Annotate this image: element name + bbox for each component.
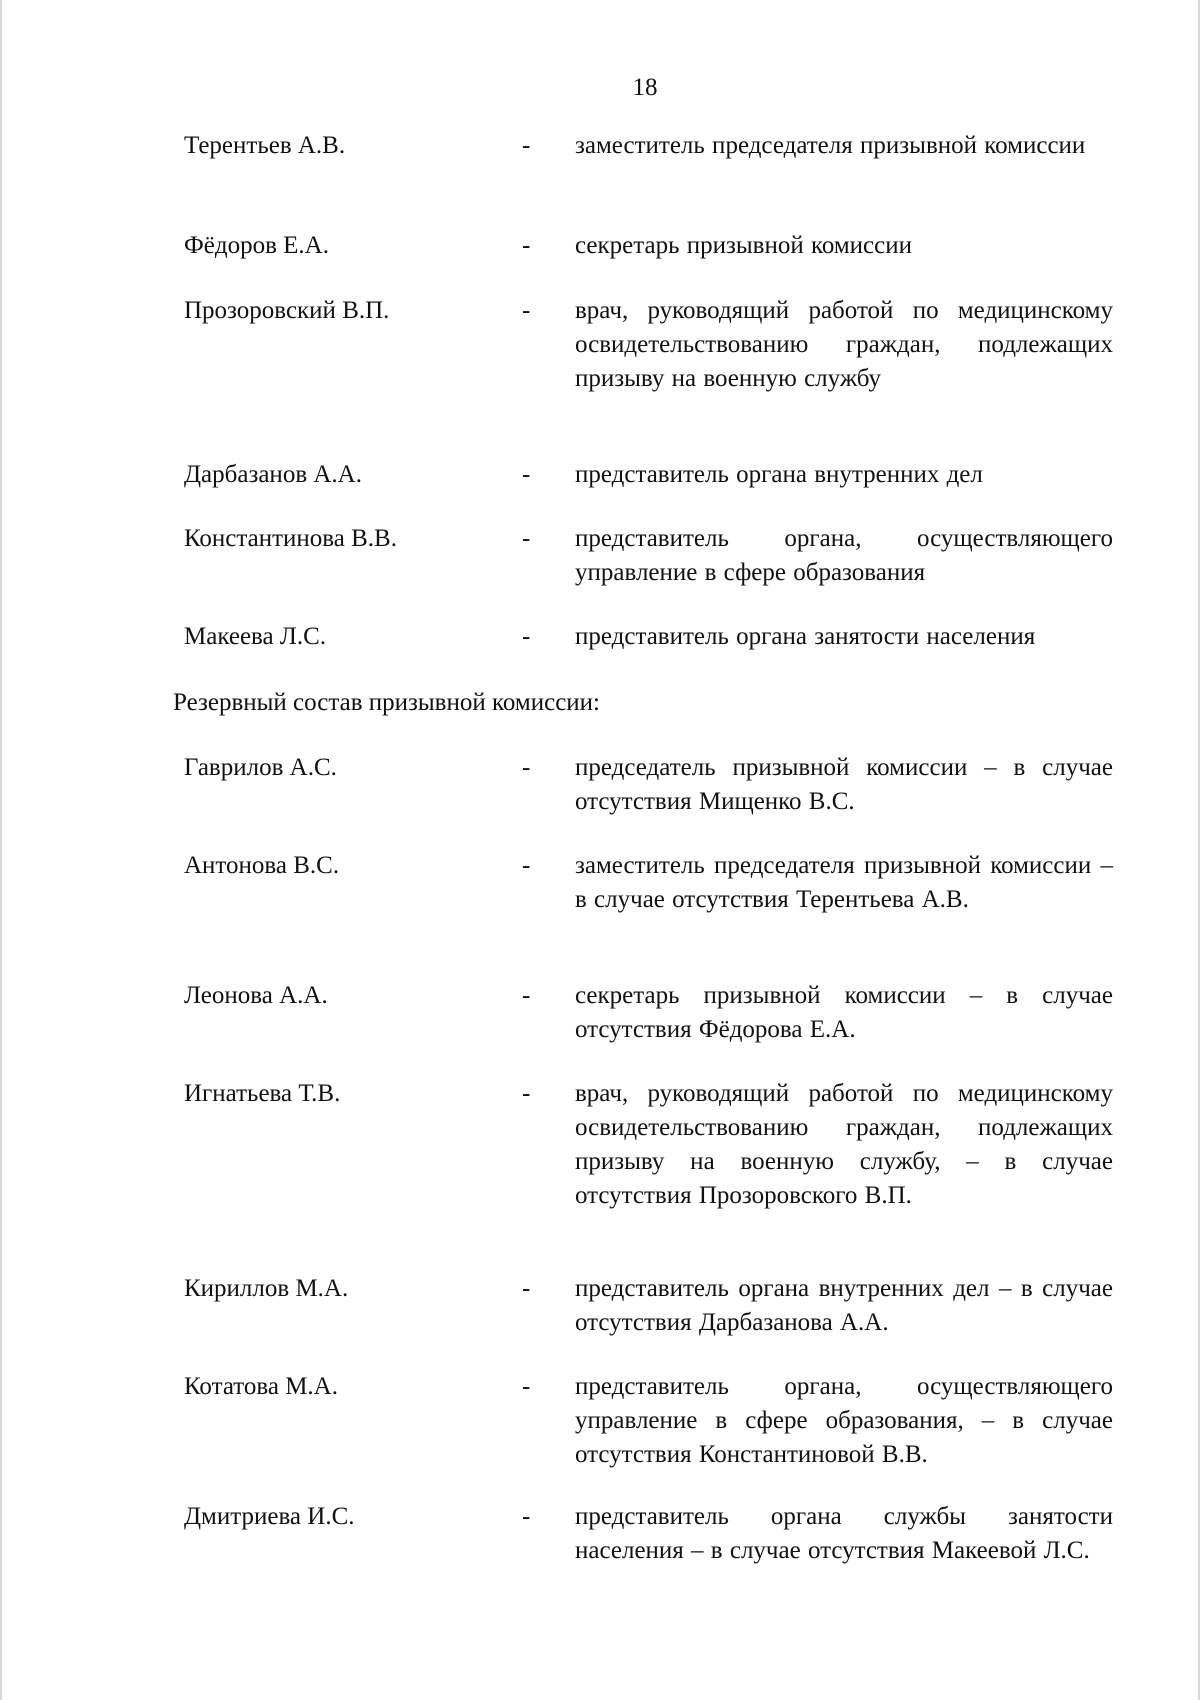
member-name: Котатова М.А. (184, 1373, 338, 1400)
member-dash: - (522, 232, 531, 259)
reserve-section-title: Резервный состав призывной комиссии: (173, 689, 600, 716)
member-dash: - (522, 132, 531, 159)
member-dash: - (522, 982, 531, 1009)
member-name: Фёдоров Е.А. (184, 232, 329, 259)
member-name: Макеева Л.С. (184, 623, 326, 650)
member-role: секретарь призывной комиссии – в случае отсутствия Фёдорова Е.А. (575, 982, 1113, 1043)
member-dash: - (522, 525, 531, 552)
member-dash: - (522, 1373, 531, 1400)
page-number: 18 (632, 74, 658, 101)
member-role: заместитель председателя призывной комиссии – в случае отсутствия Терентьева А.В. (575, 852, 1113, 913)
member-dash: - (522, 754, 531, 781)
member-name: Дарбазанов А.А. (184, 461, 362, 488)
member-role: представитель органа занятости населения (575, 623, 1036, 650)
member-name: Константинова В.В. (184, 525, 397, 552)
member-dash: - (522, 623, 531, 650)
member-dash: - (522, 852, 531, 879)
member-role: представитель органа службы занятости населения – в случае отсутствия Макеевой Л.С. (575, 1503, 1113, 1564)
member-role: секретарь призывной комиссии (575, 232, 913, 259)
member-dash: - (522, 1275, 531, 1302)
member-role: представитель органа, осуществляющего управление в сфере образования (575, 525, 1113, 586)
member-name: Гаврилов А.С. (184, 754, 337, 781)
left-page-edge (0, 0, 2, 1700)
member-dash: - (522, 297, 531, 324)
member-role: представитель органа внутренних дел – в случае отсутствия Дарбазанова А.А. (575, 1275, 1113, 1336)
member-role: представитель органа внутренних дел (575, 461, 983, 488)
member-dash: - (522, 1503, 531, 1530)
member-role: заместитель председателя призывной комиссии (575, 132, 1086, 159)
member-name: Терентьев А.В. (184, 132, 346, 159)
member-role: председатель призывной комиссии – в случае отсутствия Мищенко В.С. (575, 754, 1113, 815)
member-name: Игнатьева Т.В. (184, 1080, 341, 1107)
member-dash: - (522, 461, 531, 488)
member-name: Дмитриева И.С. (184, 1503, 355, 1530)
member-name: Прозоровский В.П. (184, 297, 390, 324)
member-role: врач, руководящий работой по медицинскому освидетельствованию граждан, подлежащих призыву на военную службу, – в случае отсутствия Прозоровского В.П. (575, 1080, 1113, 1209)
member-name: Леонова А.А. (184, 982, 328, 1009)
member-role: представитель органа, осуществляющего управление в сфере образования, – в случае отсутствия Константиновой В.В. (575, 1373, 1113, 1468)
member-role: врач, руководящий работой по медицинскому освидетельствованию граждан, подлежащих призыву на военную службу (575, 297, 1113, 392)
member-name: Антонова В.С. (184, 852, 340, 879)
member-name: Кириллов М.А. (184, 1275, 349, 1302)
member-dash: - (522, 1080, 531, 1107)
